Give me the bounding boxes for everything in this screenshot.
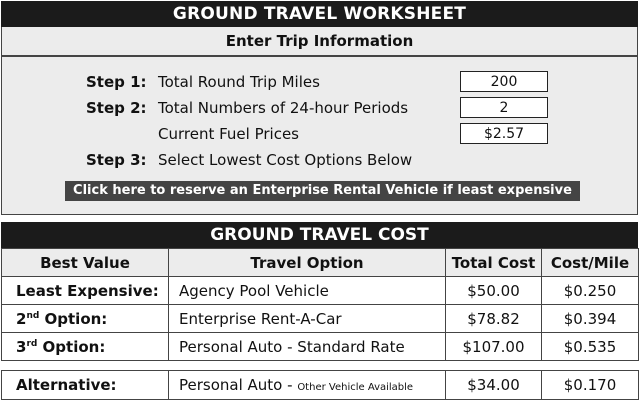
- fuel-price-field[interactable]: $2.57: [460, 123, 548, 144]
- total-cost-cell: $107.00: [446, 333, 542, 361]
- step-label: Total Round Trip Miles: [158, 73, 320, 91]
- worksheet-subtitle: Enter Trip Information: [1, 27, 638, 56]
- cost-per-mile-cell: $0.394: [542, 305, 639, 333]
- option-note: Other Vehicle Available: [297, 382, 414, 393]
- step-label: Select Lowest Cost Options Below: [158, 151, 413, 169]
- step-number: Step 1:: [86, 73, 147, 91]
- travel-option-cell: Enterprise Rent-A-Car: [169, 305, 446, 333]
- column-header-cost-per-mile: Cost/Mile: [542, 249, 639, 277]
- cost-per-mile-cell: $0.170: [542, 371, 639, 400]
- worksheet-title: GROUND TRAVEL WORKSHEET: [1, 1, 638, 27]
- table-row: [2, 333, 639, 361]
- travel-option-cell: Personal Auto - Standard Rate: [169, 333, 446, 361]
- total-cost-cell: $34.00: [446, 371, 542, 400]
- cost-per-mile-cell: $0.535: [542, 333, 639, 361]
- travel-option-cell: Agency Pool Vehicle: [169, 277, 446, 305]
- table-row: [2, 277, 639, 305]
- column-header-best-value: Best Value: [2, 249, 169, 277]
- cost-per-mile-cell: $0.250: [542, 277, 639, 305]
- table-row: [2, 305, 639, 333]
- cost-table-title: GROUND TRAVEL COST: [1, 222, 638, 248]
- row-label: 2nd Option:: [2, 305, 169, 333]
- total-cost-cell: $50.00: [446, 277, 542, 305]
- step-label: Total Numbers of 24-hour Periods: [158, 99, 409, 117]
- table-row: [2, 371, 639, 400]
- travel-option-cell: Personal Auto - Other Vehicle Available: [169, 371, 446, 400]
- row-label: 3rd Option:: [2, 333, 169, 361]
- total-cost-cell: $78.82: [446, 305, 542, 333]
- trip-info-panel: [1, 56, 638, 215]
- column-header-travel-option: Travel Option: [169, 249, 446, 277]
- periods-field[interactable]: 2: [460, 97, 548, 118]
- alternative-table: [1, 370, 639, 400]
- step-number: Step 2:: [86, 99, 147, 117]
- row-label: Least Expensive:: [2, 277, 169, 305]
- column-header-total-cost: Total Cost: [446, 249, 542, 277]
- cost-table-header-row: [2, 249, 639, 277]
- reserve-enterprise-button[interactable]: Click here to reserve an Enterprise Rental Vehicle if least expensive: [65, 181, 580, 201]
- step-label: Current Fuel Prices: [158, 125, 299, 143]
- row-label: Alternative:: [2, 371, 169, 400]
- cost-table: [1, 248, 639, 361]
- step-number: Step 3:: [86, 151, 147, 169]
- round-trip-miles-field[interactable]: 200: [460, 71, 548, 92]
